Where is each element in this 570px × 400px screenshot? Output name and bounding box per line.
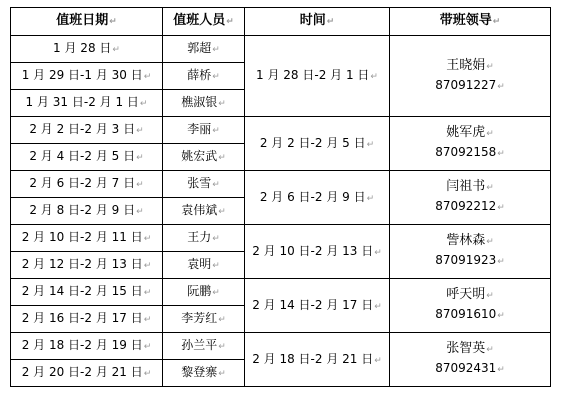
duty-person-cell <box>163 198 245 225</box>
leader-name <box>390 232 550 251</box>
leader-phone-text: 87091610 <box>435 307 497 321</box>
duty-person-cell <box>163 117 245 144</box>
paragraph-mark: ↵ <box>143 288 152 298</box>
table-row <box>11 333 551 360</box>
duty-date-cell <box>11 144 163 171</box>
header-person <box>163 8 245 36</box>
duty-date-cell <box>11 360 163 387</box>
leader-phone <box>390 76 550 96</box>
leader-phone-text: 87091923 <box>435 253 497 267</box>
duty-person-text: 郭超 <box>187 41 212 55</box>
table-row <box>11 279 551 306</box>
duty-time-text: 2 月 2 日-2 月 5 日 <box>259 135 366 150</box>
duty-time-cell <box>245 333 390 387</box>
duty-date-text: 1 月 28 日 <box>53 41 112 55</box>
leader-name <box>390 57 550 76</box>
duty-date-text: 1 月 31 日-2 月 1 日 <box>25 95 139 109</box>
leader-name-text: 王晓娟 <box>446 57 486 73</box>
leader-phone-text: 87092212 <box>435 199 497 213</box>
duty-person-text: 樵淑银 <box>181 95 218 109</box>
table-row <box>11 225 551 252</box>
leader-name-text: 闫祖书 <box>446 179 486 194</box>
duty-date-text: 2 月 20 日-2 月 21 日 <box>21 365 143 379</box>
paragraph-mark: ↵ <box>497 81 505 92</box>
leader-name <box>390 178 550 197</box>
duty-person-text: 姚宏武 <box>181 149 218 163</box>
paragraph-mark: ↵ <box>212 180 220 190</box>
duty-time-cell <box>245 36 390 117</box>
duty-date-text: 2 月 10 日-2 月 11 日 <box>21 230 143 244</box>
duty-person-cell <box>163 144 245 171</box>
duty-person-cell <box>163 63 245 90</box>
duty-person-text: 李丽 <box>187 122 212 136</box>
paragraph-mark: ↵ <box>218 99 226 109</box>
leader-name <box>390 124 550 143</box>
paragraph-mark: ↵ <box>374 355 382 366</box>
paragraph-mark: ↵ <box>486 237 494 247</box>
paragraph-mark: ↵ <box>370 72 378 82</box>
duty-date-text: 2 月 2 日-2 月 3 日 <box>29 122 136 136</box>
duty-person-cell <box>163 36 245 63</box>
duty-date-cell <box>11 306 163 333</box>
header-person-label: 值班人员 <box>173 13 226 28</box>
duty-time-text: 2 月 18 日-2 月 21 日 <box>252 351 374 366</box>
paragraph-mark: ↵ <box>486 61 494 72</box>
paragraph-mark: ↵ <box>374 301 382 312</box>
duty-person-text: 阮鹏 <box>187 284 212 298</box>
paragraph-mark: ↵ <box>497 311 505 321</box>
leader-cell <box>390 117 551 171</box>
duty-person-text: 薛桥 <box>187 68 212 82</box>
leader-name <box>390 340 550 359</box>
paragraph-mark: ↵ <box>486 291 494 301</box>
paragraph-mark: ↵ <box>486 345 494 355</box>
leader-phone <box>390 251 550 271</box>
leader-phone <box>390 359 550 379</box>
leader-cell <box>390 333 551 387</box>
paragraph-mark: ↵ <box>212 45 220 55</box>
header-time-label: 时间 <box>299 13 326 28</box>
duty-date-text: 2 月 16 日-2 月 17 日 <box>21 311 143 325</box>
paragraph-mark: ↵ <box>212 126 220 136</box>
leader-name-text: 訾林森 <box>446 233 486 248</box>
table-header-row <box>11 8 551 36</box>
paragraph-mark: ↵ <box>497 365 505 375</box>
duty-person-cell <box>163 306 245 333</box>
leader-name-text: 呼天明 <box>446 287 486 302</box>
duty-person-text: 李芳红 <box>181 311 218 325</box>
duty-person-text: 袁伟斌 <box>181 203 218 217</box>
duty-time-cell <box>245 225 390 279</box>
paragraph-mark: ↵ <box>366 139 375 150</box>
paragraph-mark: ↵ <box>112 45 120 55</box>
duty-date-cell <box>11 198 163 225</box>
leader-phone-text: 87091227 <box>435 77 497 92</box>
header-date-label: 值班日期 <box>56 13 109 28</box>
paragraph-mark: ↵ <box>212 234 220 244</box>
duty-date-text: 2 月 4 日-2 月 5 日 <box>29 149 136 163</box>
leader-cell <box>390 279 551 333</box>
paragraph-mark: ↵ <box>486 183 494 193</box>
duty-roster-table <box>10 7 551 387</box>
leader-phone <box>390 143 550 163</box>
duty-date-text: 2 月 12 日-2 月 13 日 <box>21 257 143 271</box>
duty-person-cell <box>163 252 245 279</box>
duty-person-cell <box>163 171 245 198</box>
leader-phone <box>390 197 550 217</box>
duty-time-cell <box>245 279 390 333</box>
duty-person-cell <box>163 360 245 387</box>
paragraph-mark: ↵ <box>497 257 505 267</box>
paragraph-mark: ↵ <box>136 126 144 136</box>
paragraph-mark: ↵ <box>218 207 226 217</box>
paragraph-mark: ↵ <box>374 247 382 258</box>
duty-person-text: 张雪 <box>187 176 212 190</box>
duty-date-text: 1 月 29 日-1 月 30 日 <box>21 68 143 82</box>
header-leader <box>390 8 551 36</box>
paragraph-mark: ↵ <box>136 180 144 190</box>
duty-date-text: 2 月 6 日-2 月 7 日 <box>29 176 136 190</box>
duty-person-text: 孙兰平 <box>181 338 218 352</box>
duty-time-cell <box>245 117 390 171</box>
paragraph-mark: ↵ <box>326 17 335 27</box>
leader-cell <box>390 225 551 279</box>
paragraph-mark: ↵ <box>139 99 148 109</box>
paragraph-mark: ↵ <box>218 153 226 163</box>
duty-person-text: 袁明 <box>187 257 212 271</box>
paragraph-mark: ↵ <box>497 149 505 159</box>
duty-person-cell <box>163 333 245 360</box>
paragraph-mark: ↵ <box>212 288 220 298</box>
leader-name <box>390 286 550 305</box>
table-row <box>11 171 551 198</box>
duty-time-text: 1 月 28 日-2 月 1 日 <box>256 68 370 82</box>
duty-person-cell <box>163 279 245 306</box>
table-row <box>11 117 551 144</box>
duty-time-text: 2 月 10 日-2 月 13 日 <box>252 243 374 258</box>
leader-name-text: 张智英 <box>446 341 486 356</box>
duty-date-cell <box>11 36 163 63</box>
paragraph-mark: ↵ <box>486 129 494 139</box>
duty-date-cell <box>11 117 163 144</box>
duty-time-text: 2 月 6 日-2 月 9 日 <box>259 189 366 204</box>
duty-person-text: 王力 <box>187 230 212 244</box>
duty-time-text: 2 月 14 日-2 月 17 日 <box>252 297 374 312</box>
duty-person-cell <box>163 90 245 117</box>
duty-date-text: 2 月 14 日-2 月 15 日 <box>21 284 143 298</box>
header-leader-label: 带班领导 <box>439 13 492 28</box>
paragraph-mark: ↵ <box>143 369 152 379</box>
paragraph-mark: ↵ <box>143 315 152 325</box>
duty-date-cell <box>11 225 163 252</box>
duty-date-cell <box>11 63 163 90</box>
duty-date-cell <box>11 171 163 198</box>
paragraph-mark: ↵ <box>212 261 220 271</box>
table-row <box>11 36 551 63</box>
paragraph-mark: ↵ <box>136 207 144 217</box>
duty-date-cell <box>11 333 163 360</box>
leader-name-text: 姚军虎 <box>446 125 486 140</box>
duty-date-cell <box>11 279 163 306</box>
leader-phone <box>390 305 550 325</box>
paragraph-mark: ↵ <box>226 17 234 27</box>
duty-person-text: 黎登寨 <box>181 365 218 379</box>
paragraph-mark: ↵ <box>497 203 505 213</box>
paragraph-mark: ↵ <box>218 369 226 379</box>
paragraph-mark: ↵ <box>143 261 152 271</box>
paragraph-mark: ↵ <box>366 193 375 204</box>
leader-phone-text: 87092431 <box>435 361 497 375</box>
duty-person-cell <box>163 225 245 252</box>
leader-cell <box>390 36 551 117</box>
header-date <box>11 8 163 36</box>
paragraph-mark: ↵ <box>136 153 144 163</box>
duty-time-cell <box>245 171 390 225</box>
paragraph-mark: ↵ <box>212 72 220 82</box>
duty-date-cell <box>11 252 163 279</box>
duty-date-text: 2 月 8 日-2 月 9 日 <box>29 203 136 217</box>
paragraph-mark: ↵ <box>492 17 501 27</box>
paragraph-mark: ↵ <box>143 234 152 244</box>
duty-date-text: 2 月 18 日-2 月 19 日 <box>21 338 143 352</box>
paragraph-mark: ↵ <box>109 17 117 27</box>
paragraph-mark: ↵ <box>143 72 152 82</box>
duty-date-cell <box>11 90 163 117</box>
paragraph-mark: ↵ <box>218 315 226 325</box>
header-time <box>245 8 390 36</box>
leader-cell <box>390 171 551 225</box>
paragraph-mark: ↵ <box>218 342 226 352</box>
paragraph-mark: ↵ <box>143 342 152 352</box>
leader-phone-text: 87092158 <box>435 145 497 159</box>
